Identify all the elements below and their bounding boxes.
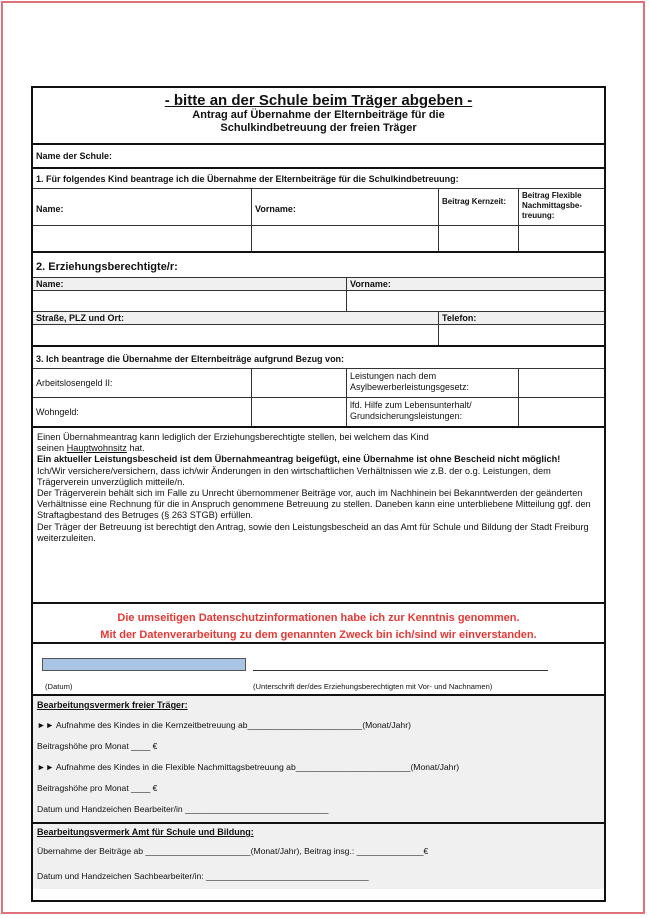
vermerk-traeger-title: Bearbeitungsvermerk freier Träger: bbox=[37, 700, 188, 710]
section2-title-row bbox=[33, 253, 604, 278]
section2-header-row bbox=[33, 278, 604, 291]
child-vorname-field[interactable] bbox=[251, 226, 438, 251]
telefon-label: Telefon: bbox=[438, 312, 604, 324]
info-text-block bbox=[33, 428, 604, 604]
date-label: (Datum) bbox=[45, 682, 73, 691]
section1-input-row[interactable] bbox=[33, 226, 604, 253]
vermerk-traeger-line-2[interactable]: Beitragshöhe pro Monat ____ € bbox=[37, 741, 158, 751]
vermerk-traeger-line-1[interactable]: ►► Aufnahme des Kindes in die Kernzeitbetreuung ab________________________(Monat/Jahr) bbox=[37, 720, 411, 730]
info-p1d: hat. bbox=[126, 443, 145, 454]
hilfe-label: lfd. Hilfe zum Lebensunterhalt/ Grundsicherungsleistungen: bbox=[346, 398, 518, 426]
consent-line-1: Die umseitigen Datenschutzinformationen habe ich zur Kenntnis genommen. bbox=[117, 612, 520, 624]
vermerk-amt-line-1[interactable]: Übernahme der Beiträge ab ______________________(Monat/Jahr), Beitrag insg.: ______________€ bbox=[37, 846, 429, 856]
flex-header: Beitrag Flexible Nachmittagsbe-treuung: bbox=[518, 189, 604, 225]
vermerk-amt-block bbox=[33, 824, 604, 889]
header-subtitle-2: Schulkindbetreuung der freien Träger bbox=[220, 122, 417, 134]
form-header bbox=[33, 88, 604, 145]
vermerk-traeger-line-4[interactable]: Beitragshöhe pro Monat ____ € bbox=[37, 783, 158, 793]
school-label: Name der Schule: bbox=[36, 151, 113, 161]
signature-line[interactable] bbox=[253, 670, 548, 671]
application-form bbox=[31, 86, 606, 902]
parent-vorname-field[interactable] bbox=[346, 291, 604, 311]
header-title: - bitte an der Schule beim Träger abgeben - bbox=[164, 92, 473, 109]
section3-row-1[interactable] bbox=[33, 369, 604, 398]
section3-title-row bbox=[33, 347, 604, 369]
vermerk-traeger-line-3[interactable]: ►► Aufnahme des Kindes in die Flexible Nachmittagsbetreuung ab________________________(Monat/Jahr) bbox=[37, 762, 460, 772]
child-vorname-header: Vorname: bbox=[251, 189, 438, 225]
signature-block bbox=[33, 644, 604, 696]
date-field[interactable] bbox=[42, 658, 246, 671]
asyl-field[interactable] bbox=[518, 369, 604, 397]
parent-name-field[interactable] bbox=[33, 291, 346, 311]
section1-title: 1. Für folgendes Kind beantrage ich die Übernahme der Elternbeiträge für die Schulkindbetreuung: bbox=[36, 174, 459, 184]
address-field[interactable] bbox=[33, 325, 438, 345]
info-paragraph-1 bbox=[37, 432, 600, 454]
hilfe-field[interactable] bbox=[518, 398, 604, 426]
alg2-label: Arbeitslosengeld II: bbox=[36, 378, 113, 388]
section2-address-input-row[interactable] bbox=[33, 325, 604, 347]
section1-title-row bbox=[33, 169, 604, 189]
section3-row-2[interactable] bbox=[33, 398, 604, 428]
info-p1b: seinen bbox=[37, 443, 67, 454]
consent-block bbox=[33, 604, 604, 644]
vermerk-amt-line-2[interactable]: Datum und Handzeichen Sachbearbeiter/in: __________________________________ bbox=[37, 871, 369, 881]
signature-label: (Unterschrift der/des Erziehungsberechtigten mit Vor- und Nachnamen) bbox=[253, 682, 493, 691]
flex-field[interactable] bbox=[518, 226, 604, 251]
section3-title: 3. Ich beantrage die Übernahme der Elternbeiträge aufgrund Bezug von: bbox=[36, 354, 345, 364]
info-paragraph-2: Ein aktueller Leistungsbescheid ist dem Übernahmeantrag beigefügt, eine Übernahme ist ohne Bescheid nicht möglich! bbox=[37, 454, 561, 465]
section2-address-header-row bbox=[33, 312, 604, 325]
info-p1a: Einen Übernahmeantrag kann lediglich der Erziehungsberechtigte stellen, bei welchem das Kind bbox=[37, 432, 429, 442]
vermerk-amt-title: Bearbeitungsvermerk Amt für Schule und Bildung: bbox=[37, 827, 254, 837]
section2-title: 2. Erziehungsberechtigte/r: bbox=[36, 261, 178, 273]
child-name-header: Name: bbox=[36, 204, 64, 214]
wohngeld-label: Wohngeld: bbox=[36, 407, 79, 417]
wohngeld-field[interactable] bbox=[251, 398, 346, 426]
section1-header-row bbox=[33, 189, 604, 226]
telefon-field[interactable] bbox=[438, 325, 604, 345]
consent-line-2: Mit der Datenverarbeitung zu dem genannten Zweck bin ich/sind wir einverstanden. bbox=[100, 629, 537, 641]
alg2-field[interactable] bbox=[251, 369, 346, 397]
parent-vorname-label: Vorname: bbox=[346, 278, 604, 290]
kernzeit-header: Beitrag Kernzeit: bbox=[438, 189, 518, 225]
header-subtitle-1: Antrag auf Übernahme der Elternbeiträge für die bbox=[192, 109, 445, 121]
child-name-field[interactable] bbox=[33, 226, 251, 251]
address-label: Straße, PLZ und Ort: bbox=[36, 313, 125, 323]
vermerk-traeger-block bbox=[33, 696, 604, 824]
vermerk-traeger-line-5[interactable]: Datum und Handzeichen Bearbeiter/in ______________________________ bbox=[37, 804, 329, 814]
info-paragraph-4: Der Trägerverein behält sich im Falle zu Unrecht übernommener Beiträge vor, auch im Nachhinein bei Bekanntwerden der geänderten Verhältnisse eine Rechnung für die in Anspruch genommene Betreuung zu stellen. Daneben kann eine unterbliebene Mitteilung ggf. den Straftagbestand des Betruges (§ 263 STGB) erfüllen. bbox=[37, 488, 591, 521]
parent-name-label: Name: bbox=[36, 279, 64, 289]
section2-name-input-row[interactable] bbox=[33, 291, 604, 312]
info-paragraph-3: Ich/Wir versichere/versichern, dass ich/wir Änderungen in den wirtschaftlichen Verhältnissen wie z.B. der o.g. Leistungen, dem Trägerverein unverzüglich mitteile/n. bbox=[37, 465, 551, 487]
asyl-label: Leistungen nach dem Asylbewerberleistungsgesetz: bbox=[346, 369, 518, 397]
info-p1c: Hauptwohnsitz bbox=[66, 443, 127, 454]
info-paragraph-5: Der Träger der Betreuung ist berechtigt den Antrag, sowie den Leistungsbescheid an das Amt für Schule und Bildung der Stadt Freiburg weiterzuleiten. bbox=[37, 521, 589, 543]
kernzeit-field[interactable] bbox=[438, 226, 518, 251]
school-row[interactable] bbox=[33, 145, 604, 169]
